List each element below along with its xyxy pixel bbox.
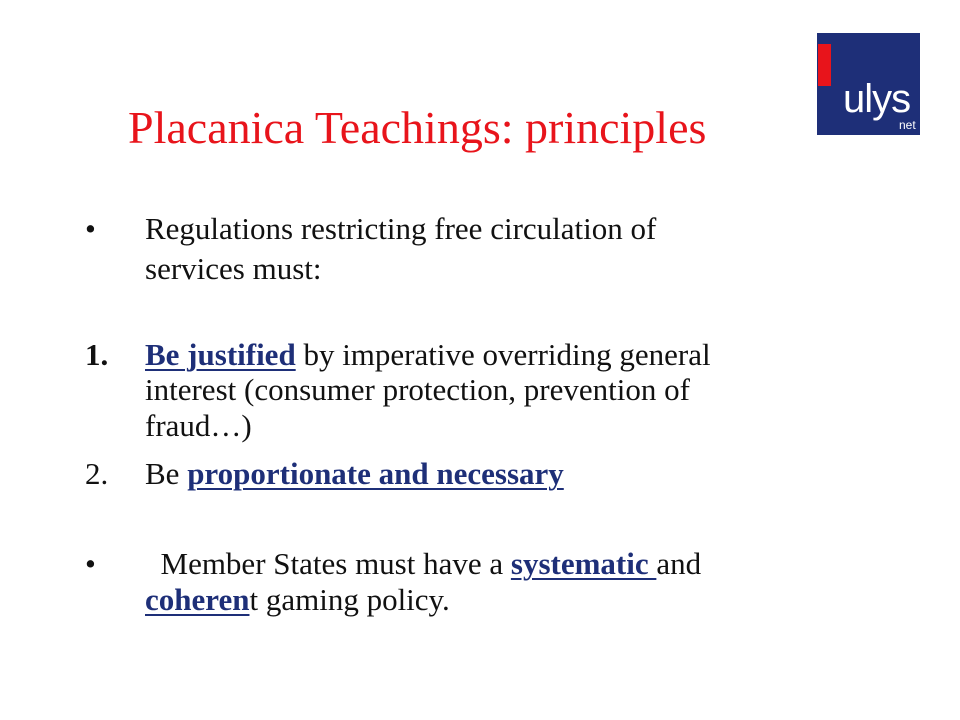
item2-line (145, 458, 564, 489)
logo-red-bar (818, 44, 831, 86)
logo-subtext: net (899, 118, 916, 132)
item1-line1-rest: by imperative overriding general (295, 337, 711, 372)
bullet2-line2 (145, 584, 450, 615)
item1-line3: fraud…) (145, 408, 252, 443)
bullet1-line2: services must: (145, 251, 322, 286)
bullet2-emphasis1: systematic (510, 546, 657, 581)
logo-text: ulys (843, 77, 911, 121)
slide-title: Placanica Teachings: principles (128, 102, 707, 153)
bullet2-middle: and (656, 546, 702, 581)
item1-emphasis: Be justified (145, 337, 296, 372)
bullet2-line1 (145, 548, 701, 579)
item1-line1 (145, 339, 711, 370)
bullet2-emphasis2: coheren (145, 582, 250, 617)
bullet-icon: • (85, 211, 96, 246)
item2-emphasis: proportionate and necessary (187, 456, 564, 491)
bullet1-line1: Regulations restricting free circulation of (145, 211, 657, 246)
bullet2-rest: t gaming policy. (249, 582, 450, 617)
item1-line2: interest (consumer protection, prevention of (145, 372, 690, 407)
bullet2-prefix: Member States must have a (145, 546, 511, 581)
bullet-icon: • (85, 546, 96, 581)
item2-prefix: Be (145, 456, 188, 491)
item2-number: 2. (85, 456, 109, 491)
item1-number: 1. (85, 337, 109, 372)
